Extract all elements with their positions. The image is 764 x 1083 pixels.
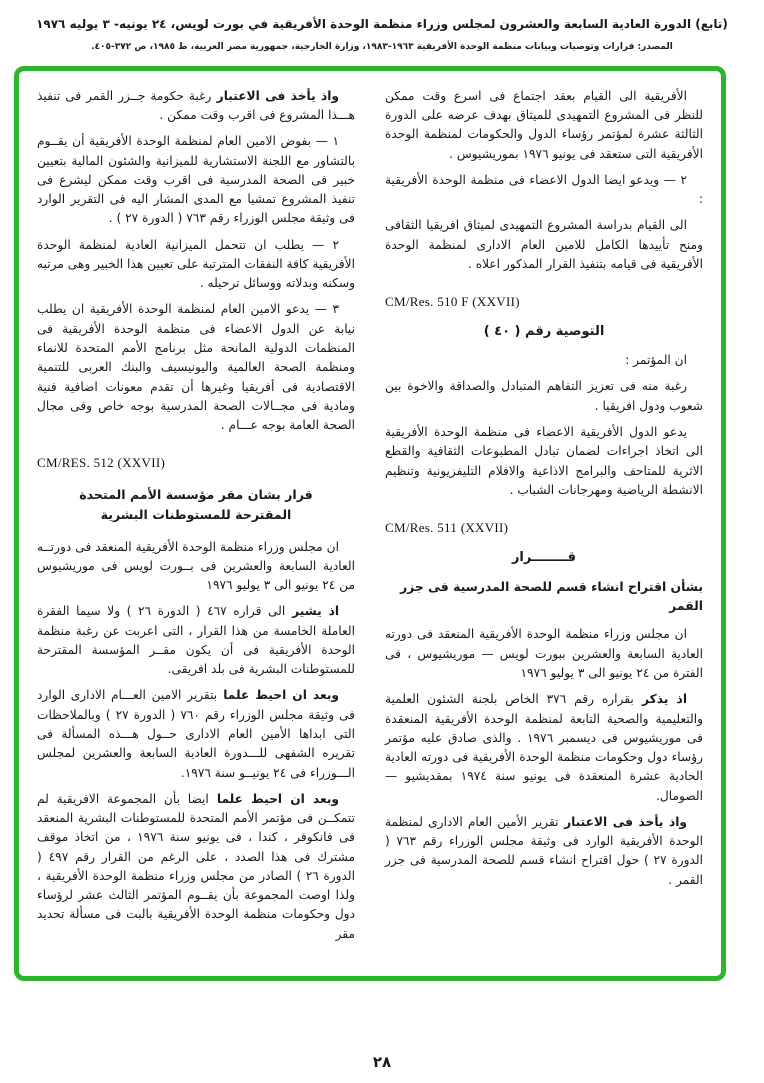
paragraph-text: ٢ — يطلب ان تتحمل الميزانية العادية لمنظمة الوحدة الأفريقية كافة النفقات المترتبة على تعيين هذا الخبير وهى مرتبه وسكنه وبدلاته ووسائل ترحيله . — [37, 237, 355, 291]
two-column-layout — [37, 87, 703, 951]
left-column — [37, 87, 355, 951]
paragraph-text: رغبة منه فى تعزيز التفاهم المتبادل والصداقة والاخوة بين شعوب ودول افريقيا . — [385, 379, 703, 413]
paragraph-text: ان مجلس وزراء منظمة الوحدة الأفريقية المنعقد فى دورته العادية السابعة والعشرين ببورت لويس — موريشيوس ، فى الفترة من ٢٤ يونيو الى ٣ يوليو ١٩٧٦ — [385, 627, 703, 681]
paragraph-text: وبعد ان احيط علما ايضا بأن المجموعة الافريقية لم تتمكــن فى مؤتمر الأمم المتحدة للمستوطنات البشرية المنعقد فى فانكوفر ، كندا ، فى يونيو سنة ١٩٧٦ ، من اتخاذ موقف مشترك فى هذا الصدد ، على الرغم من القرار رقم ٤٩٧ ( الدورة ٢٦ ) الصادر من مجلس وزراء منظمة الوحدة الأفريقية ، ولذا اوصت المجموعة بأن يقــوم المؤتمر الثالث عشر لرؤساء دول وحكومات منظمة الوحدة الأفريقية بالبت فى مسألة تحديد مقر — [37, 791, 355, 941]
paragraph-text: واذ يأخذ فى الاعتبار رغبة حكومة جــزر القمر فى تنفيذ هـــذا المشروع فى اقرب وقت ممكن . — [37, 88, 355, 123]
paragraph-text: اذ يشير الى قراره ٤٦٧ ( الدورة ٢٦ ) ولا سيما الفقرة العاملة الخامسة من هذا القرار ، التى اعربت عن رغبة منظمة الوحدة الأفريقية فى أن يكون مقــر المؤسسة المقترحة للمستوطنات البشرية فى بلد افريقى. — [37, 604, 355, 677]
paragraph-text: الى القيام بدراسة المشروع التمهيدى لميثاق افريقيا الثقافى ومنح تأييدها الكامل للامين العام الادارى لمنظمة الوحدة الأفريقية فى قيامه بتنفيذ القرار المذكور اعلاه . — [385, 218, 703, 271]
paragraph-text: ٢ — ويدعو ايضا الدول الاعضاء فى منظمة الوحدة الأفريقية : — [385, 172, 703, 207]
content-frame — [14, 66, 726, 981]
paragraph-text: يدعو الدول الأفريقية الاعضاء فى منظمة الوحدة الأفريقية الى اتخاذ اجراءات لضمان تبادل المطبوعات الثقافية والقطع الاثرية للمتاحف والبرامج الاذاعية والافلام التليفزيونية وتنظيم الانشطة الرياضية ومهرجانات الشباب . — [385, 424, 703, 497]
paragraph-text: ٣ — يدعو الامين العام لمنظمة الوحدة الأفريقية ان يطلب نيابة عن الدول الاعضاء فى منظمة الوحدة الأفريقية فى المنظمات الدولية المانحة مثل برنامج الأمم المتحدة للانماء ومنظمة الصحة العالمية واليونيسيف والبنك العربى للتنمية الاقتصادية فى أفريقيا وغيرها أن تقدم معونات اضافية فنية ومادية فى مجــالات الصحة المدرسية بوجه خاص وفى مجال الصحة العامة بوجه عـــام . — [37, 302, 355, 433]
resolution-reference: CM/Res. 510 F (XXVII) — [385, 294, 520, 310]
page-number: ٢٨ — [372, 1053, 392, 1071]
paragraph-text: واذ يأخذ فى الاعتبار تقرير الأمين العام الادارى لمنظمة الوحدة الأفريقية الوارد فى وثيقة مجلس الوزراء رقم ٧٦٣ ( الدورة ٢٧ ) حول اقتراح انشاء قسم للصحة المدرسية فى جزر القمر . — [385, 814, 703, 887]
resolution-heading: بشأن اقتراح انشاء قسم للصحة المدرسية فى جزر القمر — [400, 579, 703, 614]
paragraph-text: ان مجلس وزراء منظمة الوحدة الأفريقية المنعقد فى دورتــه العادية السابعة والعشرين فى بــورت لويس فى موريشيوس من ٢٤ يونيو الى ٣ يوليو ١٩٧٦ — [37, 539, 355, 593]
resolution-reference: CM/RES. 512 (XXVII) — [37, 455, 166, 471]
right-column — [385, 87, 703, 951]
page-header — [0, 0, 764, 52]
resolution-reference: CM/Res. 511 (XXVII) — [385, 520, 509, 536]
paragraph-text: ١ — بفوض الامين العام لمنظمة الوحدة الأفريقية أن يقــوم بالتشاور مع اللجنة الاستشارية للميزانية والشئون المالية بتعيين خبير فى الصحة المدرسية فى اقرب وقت ممكن ليشرع فى تنفيذ المشروع تمشيا مع المدى المشار اليه فى التقرير الوارد فى وثيقة مجلس الوزراء رقم ٧٦٣ ( الدورة ٢٧ ) . — [37, 134, 355, 226]
source-citation: المصدر: قرارات وتوصيات وبيانات منظمة الوحدة الأفريقية ١٩٦٣-١٩٨٣، وزارة الخارجية، جمهورية مصر العربية، ط ١٩٨٥، ص ٣٧٢-٤٠٥. — [91, 41, 673, 52]
session-title: (تابع) الدورة العادية السابعة والعشرون لمجلس وزراء منظمة الوحدة الأفريقية في بورت لويس، ٢٤ يونيه- ٣ يوليه ١٩٧٦ — [36, 17, 728, 31]
paragraph-text: وبعد ان احيط علما بتقرير الامين العـــام الادارى الوارد فى وثيقة مجلس الوزراء رقم ٧٦٠ ( الدورة ٢٧ ) وبالملاحظات التى ابداها الأمين العام الادارى حــول هـــذه المسألة فى تقريره الشفهى للـــدورة العادية السابعة والعشرين لمجلس الـــوزراء فى ٢٤ يونيــو سنة ١٩٧٦. — [37, 688, 355, 780]
resolution-heading: قــــــــرار — [511, 550, 577, 566]
paragraph-text: ان المؤتمر : — [625, 353, 687, 368]
resolution-heading: التوصية رقم ( ٤٠ ) — [483, 324, 605, 340]
paragraph-text: الأفريقية الى القيام بعقد اجتماع فى اسرع وقت ممكن للنظر فى المشروع التمهيدى للميثاق بهدف عرضه على الدورة الثالثة عشرة لمؤتمر رؤساء الدول والحكومات لمنظمة الوحدة الأفريقية التى ستعقد فى يونيو ١٩٧٦ بموريشيوس . — [385, 88, 703, 161]
paragraph-text: اذ يذكر بقراره رقم ٣٧٦ الخاص بلجنة الشئون العلمية والتعليمية والصحية التابعة لمنظمة الوحدة الأفريقية المنعقدة فى موريشيوس فى ديسمبر ١٩٧٦ . والذى صادق عليه مؤتمر رؤساء دول وحكومات منظمة الوحدة الأفريقية فى دورته العادية الحادية عشرة المنعقدة فى يونيو سنة ١٩٧٤ بمقديشيو — الصومال. — [385, 692, 703, 803]
resolution-heading: قرار بشان مقر مؤسسة الأمم المتحدة المقترحة للمستوطنات البشرية — [79, 487, 313, 523]
